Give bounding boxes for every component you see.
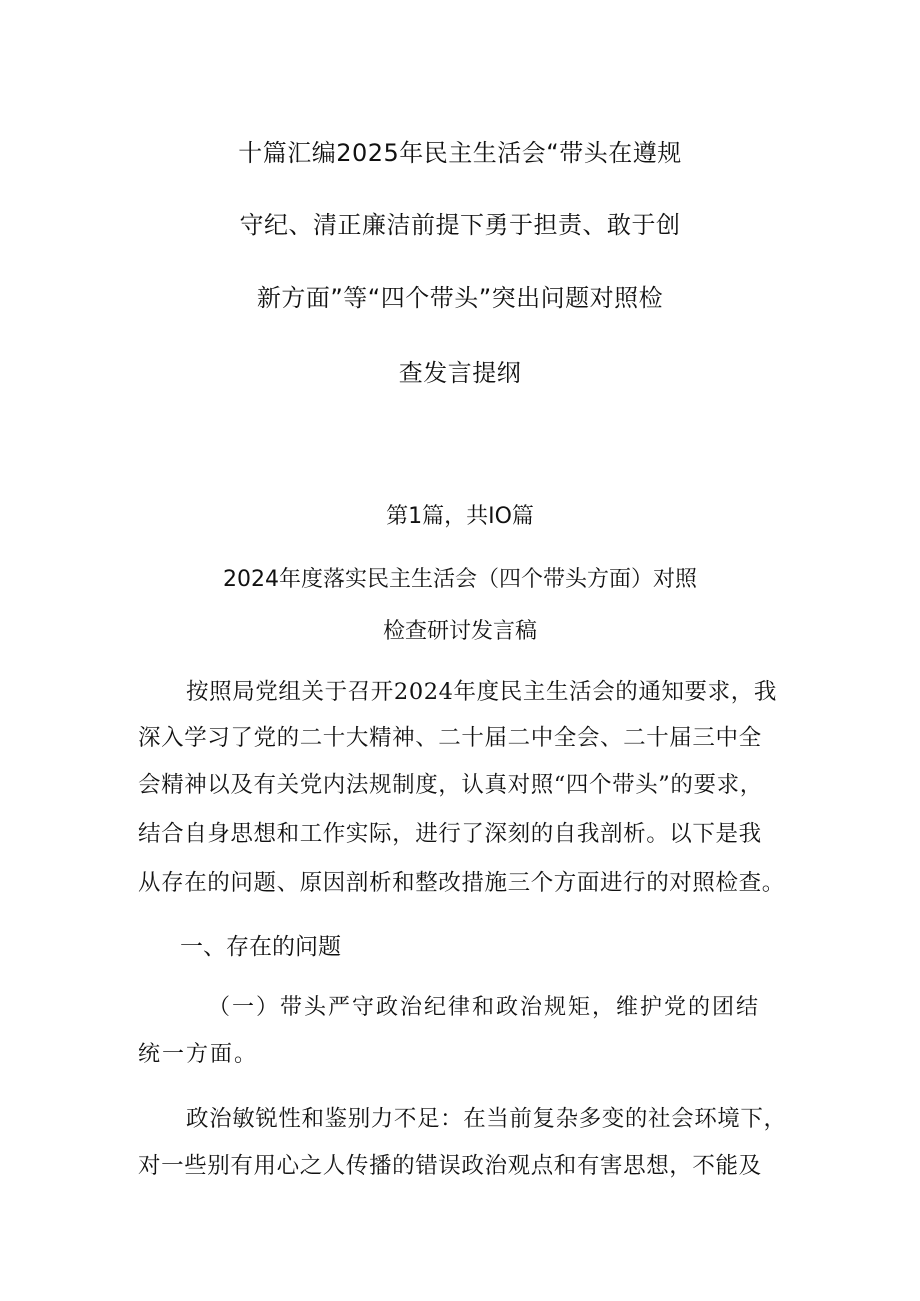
subsection-line-1: （一）带头严守政治纪律和政治规矩，维护党的团结 bbox=[208, 995, 761, 1020]
section-heading: 一、存在的问题 bbox=[180, 934, 341, 960]
intro-line-3: 会精神以及有关党内法规制度，认真对照“四个带头”的要求， bbox=[138, 772, 763, 798]
document-title-line-1: 十篇汇编2025年民主生活会“带头在遵规 bbox=[238, 139, 682, 167]
paragraph-line-2: 对一些别有用心之人传播的错误政治观点和有害思想，不能及 bbox=[138, 1153, 762, 1179]
article-title-line-1: 2024年度落实民主生活会（四个带头方面）对照 bbox=[223, 567, 697, 592]
intro-line-2: 深入学习了党的二十大精神、二十届二中全会、二十届三中全 bbox=[138, 725, 762, 751]
subsection-line-2: 统一方面。 bbox=[138, 1042, 259, 1067]
document-title-line-2: 守纪、清正廉洁前提下勇于担责、敢于创 bbox=[239, 211, 681, 239]
intro-line-5: 从存在的问题、原因剖析和整改措施三个方面进行的对照检查。 bbox=[138, 870, 785, 896]
article-title-line-2: 检查研讨发言稿 bbox=[382, 619, 537, 644]
article-index: 第1篇，共IO篇 bbox=[386, 504, 534, 529]
intro-line-1: 按照局党组关于召开2024年度民主生活会的通知要求，我 bbox=[186, 679, 777, 705]
paragraph-line-1: 政治敏锐性和鉴别力不足：在当前复杂多变的社会环境下， bbox=[186, 1106, 787, 1132]
intro-line-4: 结合自身思想和工作实际，进行了深刻的自我剖析。以下是我 bbox=[138, 821, 762, 847]
document-title-line-4: 查发言提纲 bbox=[398, 359, 522, 387]
document-title-line-3: 新方面”等“四个带头”突出问题对照检 bbox=[256, 284, 664, 312]
